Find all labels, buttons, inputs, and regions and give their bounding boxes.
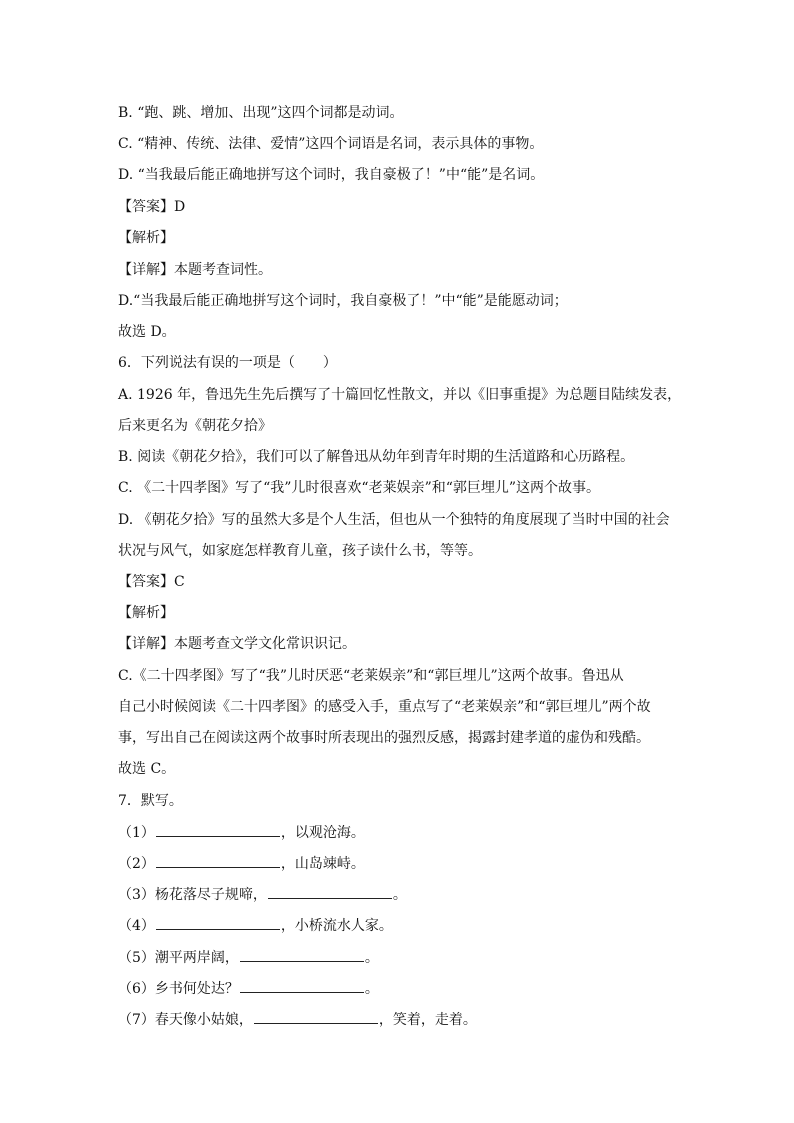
q6-option-d-line-2: 状况与风气，如家庭怎样教育儿童，孩子读什么书，等等。 [118,543,482,559]
fill-item-prefix: （1） [118,825,155,841]
answer-blank[interactable] [254,1009,378,1024]
option-b-line: B. “跑、跳、增加、出现”这四个词都是动词。 [118,105,404,121]
detail-line: 【详解】本题考查词性。 [118,262,272,278]
q6-explanation-line-2: 自己小时候阅读《二十四孝图》的感受入手，重点写了“老莱娱亲”和“郭巨埋儿”两个故 [118,699,651,715]
q6-detail-line: 【详解】本题考查文学文化常识识记。 [118,636,356,652]
fill-item-prefix: （2） [118,856,155,872]
q6-option-a-line-2: 后来更名为《朝花夕拾》 [118,418,272,434]
answer-blank[interactable] [156,915,280,930]
fill-item-prefix: （4） [118,918,155,934]
option-c-line: C. “精神、传统、法律、爱情”这四个词语是名词，表示具体的事物。 [118,136,544,152]
fill-item-suffix: 。 [392,887,407,903]
fill-item-prefix: （7）春天像小姑娘， [118,1012,253,1028]
fill-item [118,884,678,904]
q6-conclusion-line: 故选 C。 [118,761,176,777]
question-6-title: 6．下列说法有误的一项是（ ） [118,355,337,371]
answer-blank[interactable] [268,884,392,899]
explanation-line: D.“当我最后能正确地拼写这个词时，我自豪极了！”中“能”是能愿动词； [118,293,568,309]
q6-option-b-line: B. 阅读《朝花夕拾》，我们可以了解鲁迅从幼年到青年时期的生活道路和心历路程。 [118,449,635,465]
fill-item-suffix: ，山岛竦峙。 [280,856,365,872]
q6-analysis-label: 【解析】 [118,605,174,621]
fill-item-suffix: ，笑着，走着。 [378,1012,477,1028]
option-d-line: D. “当我最后能正确地拼写这个词时，我自豪极了！”中“能”是名词。 [118,167,545,183]
fill-item-suffix: ，小桥流水人家。 [280,918,393,934]
fill-item-prefix: （5）潮平两岸阔， [118,950,239,966]
q6-option-d-line-1: D. 《朝花夕拾》写的虽然大多是个人生活，但也从一个独特的角度展现了当时中国的社会 [118,512,670,528]
answer-label: 【答案】D [118,199,186,215]
fill-item-suffix: ，以观沧海。 [280,825,365,841]
fill-item-prefix: （3）杨花落尽子规啼， [118,887,267,903]
q6-explanation-line-3: 事，写出自己在阅读这两个故事时所表现出的强烈反感，揭露封建孝道的虚伪和残酷。 [118,730,650,746]
fill-item-prefix: （6）乡书何处达？ [118,981,239,997]
q6-option-a-line-1: A. 1926 年，鲁迅先生先后撰写了十篇回忆性散文，并以《旧事重提》为总题目陆续发表， [118,387,682,403]
fill-item [118,978,678,998]
fill-item [118,822,678,842]
answer-blank[interactable] [240,978,364,993]
answer-blank[interactable] [156,853,280,868]
answer-blank[interactable] [240,947,364,962]
fill-item-suffix: 。 [364,950,379,966]
question-7-title: 7．默写。 [118,793,183,809]
q6-option-c-line: C. 《二十四孝图》写了“我”儿时很喜欢“老莱娱亲”和“郭巨埋儿”这两个故事。 [118,480,601,496]
fill-item [118,853,678,873]
q6-answer-label: 【答案】C [118,574,185,590]
fill-item [118,1009,678,1029]
analysis-label: 【解析】 [118,230,174,246]
q6-explanation-line-1: C.《二十四孝图》写了“我”儿时厌恶“老莱娱亲”和“郭巨埋儿”这两个故事。鲁迅从 [118,668,624,684]
answer-blank[interactable] [156,822,280,837]
fill-item-suffix: 。 [364,981,379,997]
conclusion-line: 故选 D。 [118,324,176,340]
fill-item [118,915,678,935]
fill-item [118,947,678,967]
